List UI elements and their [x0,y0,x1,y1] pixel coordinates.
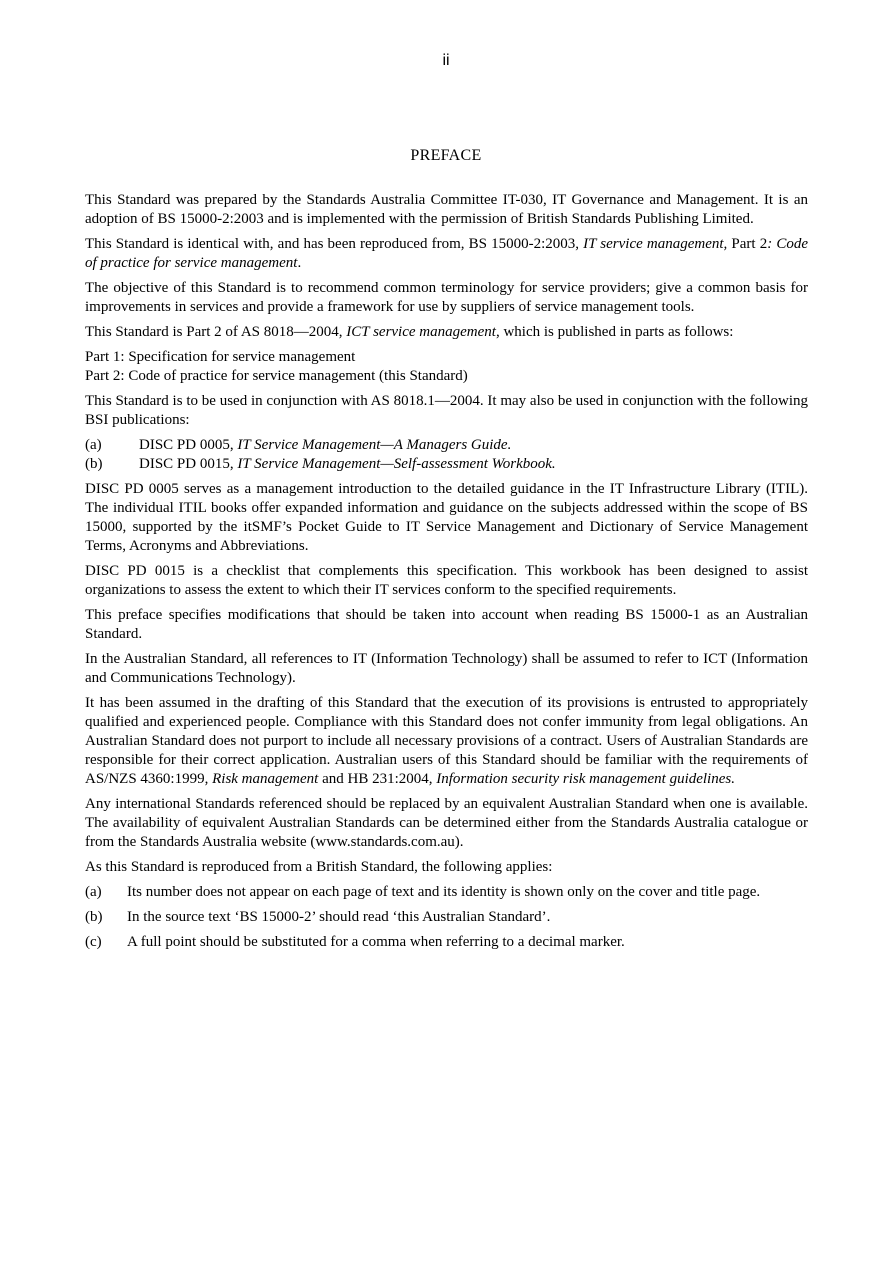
title-risk-management: Risk management [212,771,319,787]
list-label: (a) [85,884,102,900]
part-item: Part 2: Code of practice for service management (this Standard) [85,368,468,384]
publication-title: IT Service Management—A Managers Guide. [237,437,512,453]
list-item [85,933,808,952]
paragraph-assumptions [85,694,808,789]
title-information-security: Information security risk management guidelines. [436,771,735,787]
paragraph-applies-intro: As this Standard is reproduced from a British Standard, the following applies: [85,859,553,875]
text-run: Part 2 [727,236,768,252]
list-label: (c) [85,934,102,950]
text-run: , which is published in parts as follows: [495,324,734,340]
paragraph-disc-pd-0005: DISC PD 0005 serves as a management introduction to the detailed guidance in the IT Infrastructure Library (ITIL). The individual ITIL books offer expanded information and guidance on the subjects addressed within the scope of BS 15000, supported by the itSMF’s Pocket Guide to IT Service Management and Dictionary of Service Management Terms, Acronyms and Abbreviations. [85,481,808,554]
text-run: and HB 231:2004, [318,771,437,787]
part-item: Part 1: Specification for service management [85,349,356,365]
page-title: PREFACE [410,147,482,164]
paragraph-objective: The objective of this Standard is to recommend common terminology for service providers; give a common basis for improvements in services and provide a framework for use by suppliers of service management tools. [85,280,808,315]
text-run: It has been assumed in the drafting of this Standard that the execution of its provisions is entrusted to appropriately qualified and experienced people. Compliance with this Standard does not confer immunity from legal obligations. An Australian Standard does not purport to include all necessary provisions of a contract. Users of Australian Standards are responsible for their correct application. Australian users of this Standard should be familiar with the requirements of AS/NZS 4360:1999, [85,695,808,787]
list-item [85,455,808,474]
paragraph-modifications: This preface specifies modifications that should be taken into account when reading BS 15000-1 as an Australian Standard. [85,607,808,642]
paragraph-identical [85,235,808,273]
text-run: This Standard is Part 2 of AS 8018—2004, [85,324,347,340]
list-text [139,455,808,474]
paragraph-conjunction: This Standard is to be used in conjunction with AS 8018.1—2004. It may also be used in conjunction with the following BSI publications: [85,393,808,428]
text-run: DISC PD 0005, [139,437,238,453]
list-label: (a) [85,437,102,453]
paragraph-committee: This Standard was prepared by the Standards Australia Committee IT-030, IT Governance and Management. It is an adoption of BS 15000-2:2003 and is implemented with the permission of British Standards Publishing Limited. [85,192,808,227]
page-number: ii [442,52,450,69]
list-text: Its number does not appear on each page of text and its identity is shown only on the cover and title page. [127,884,761,900]
list-item [85,908,808,927]
title-code-of-practice: : Code of practice for service management [85,236,808,271]
title-it-service-management: IT service management, [583,236,728,252]
paragraph-ict-references: In the Australian Standard, all references to IT (Information Technology) shall be assumed to refer to ICT (Information and Communications Technology). [85,651,808,686]
paragraph-international-standards: Any international Standards referenced should be replaced by an equivalent Australian Standard when one is available. The availability of equivalent Australian Standards can be determined either from the Standards Australia catalogue or from the Standards Australia website (www.standards.com.au). [85,796,808,850]
paragraph-disc-pd-0015: DISC PD 0015 is a checklist that complements this specification. This workbook has been designed to assist organizations to assess the extent to which their IT services conform to the specified requirements. [85,563,808,598]
applies-list [85,883,808,952]
text-run: . [297,255,302,271]
parts-list [85,348,808,386]
list-text: A full point should be substituted for a comma when referring to a decimal marker. [127,934,625,950]
list-text: In the source text ‘BS 15000-2’ should read ‘this Australian Standard’. [127,909,551,925]
list-item [85,883,808,902]
bsi-publications-list [85,436,808,474]
list-label: (b) [85,456,103,472]
text-run: This Standard is identical with, and has been reproduced from, BS 15000-2:2003, [85,236,584,252]
list-text [139,436,808,455]
title-ict-service-management: ICT service management [346,324,496,340]
publication-title: IT Service Management—Self-assessment Workbook. [237,456,556,472]
list-label: (b) [85,909,103,925]
list-item [85,436,808,455]
preface-body [85,191,808,958]
text-run: DISC PD 0015, [139,456,238,472]
paragraph-parts-intro [85,323,808,342]
